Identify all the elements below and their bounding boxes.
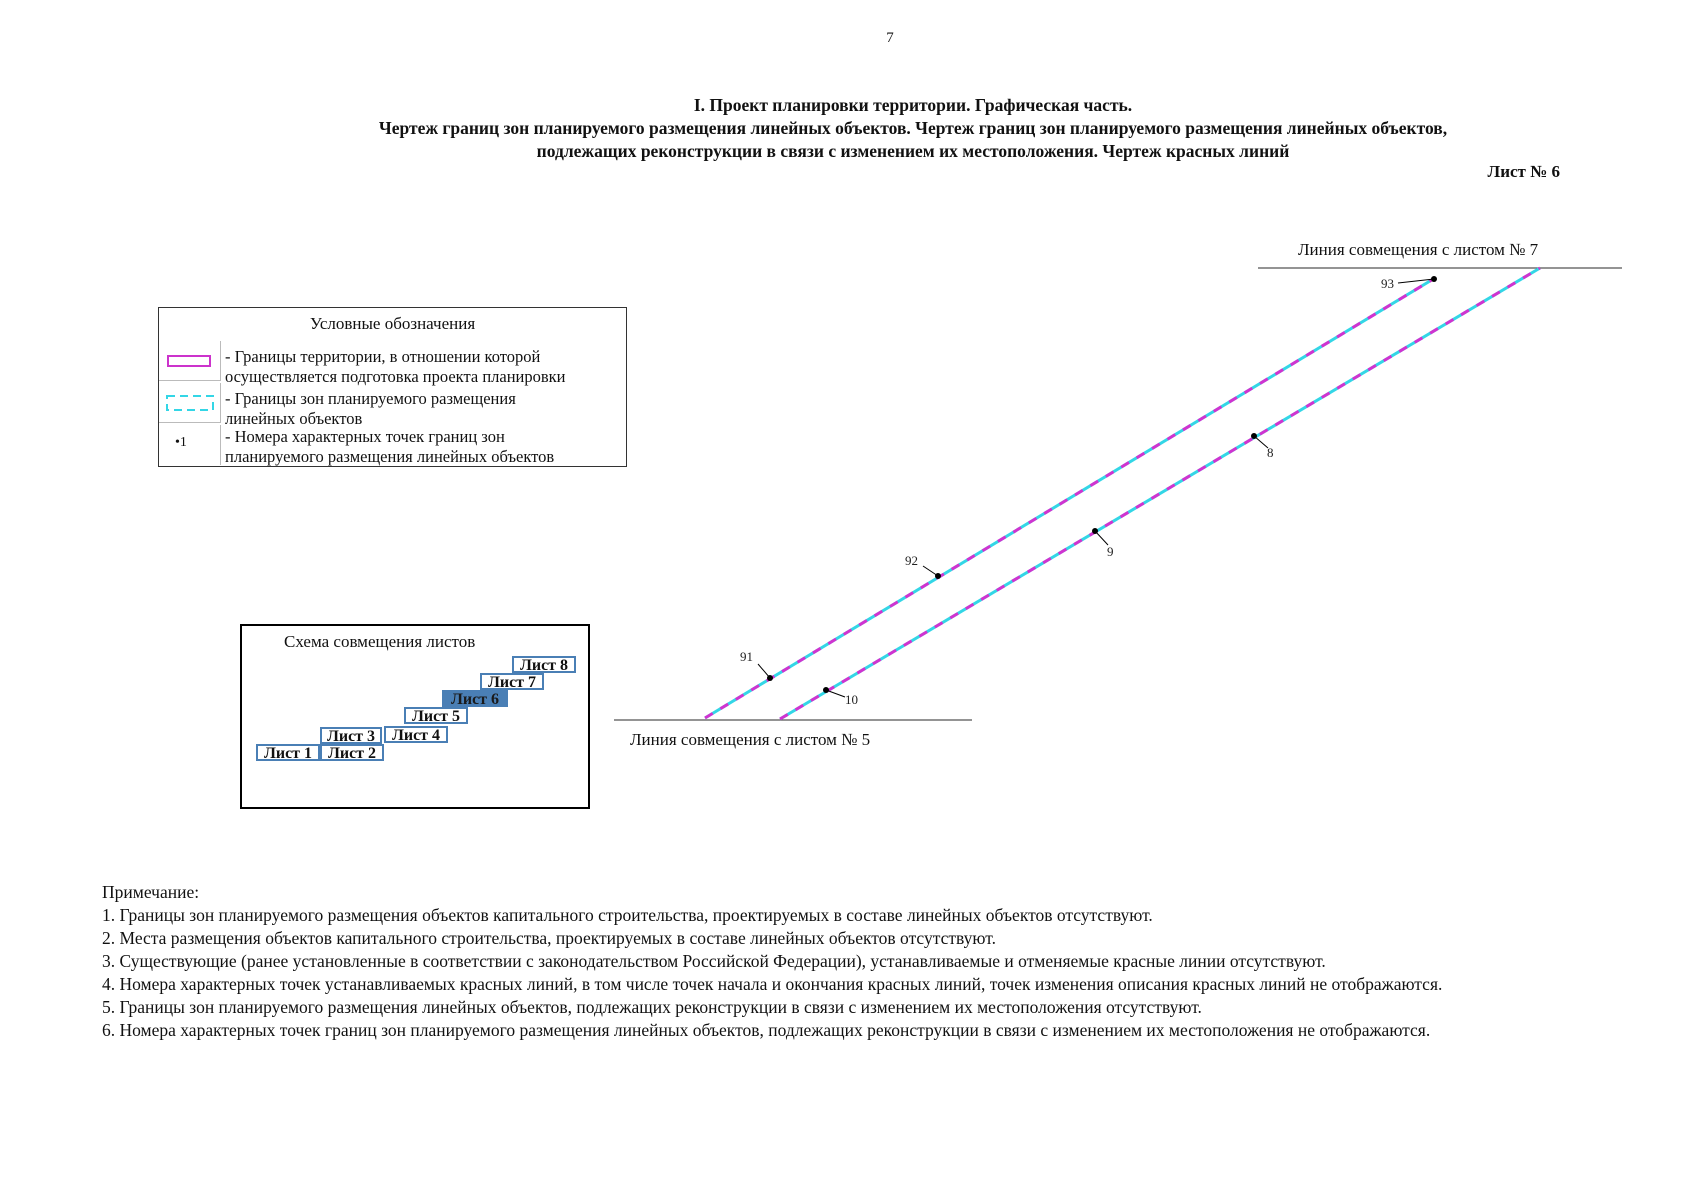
point-label-9: 9 (1107, 544, 1114, 559)
note-2: 2. Места размещения объектов капитального строительства, проектируемых в составе линейных объектов отсутствуют. (102, 928, 996, 948)
scheme-sheet-8: Лист 8 (512, 656, 576, 673)
match-line-label-top: Линия совмещения с листом № 7 (1298, 240, 1539, 259)
legend-text-territory: - Границы территории, в отношении которой осуществляется подготовка проекта планировки (225, 347, 566, 386)
match-line-label-bottom: Линия совмещения с листом № 5 (630, 730, 871, 749)
scheme-sheet-6: Лист 6 (442, 690, 508, 707)
point-label-92: 92 (905, 553, 918, 568)
title-line-2: Чертеж границ зон планируемого размещения линейных объектов. Чертеж границ зон планируемого размещения линейных объектов, (378, 118, 1448, 138)
scheme-sheet-4: Лист 4 (384, 726, 448, 743)
note-3: 3. Существующие (ранее установленные в соответствии с законодательством Российской Федерации), устанавливаемые и отменяемые красные линии отсутствуют. (102, 951, 1326, 971)
scheme-sheet-7: Лист 7 (480, 673, 544, 690)
scheme-title: Схема совмещения листов (284, 632, 476, 651)
point-leaders (758, 279, 1434, 697)
point-label-91: 91 (740, 649, 753, 664)
point-number-symbol: •1 (159, 425, 221, 465)
legend-text-zones: - Границы зон планируемого размещения линейных объектов (225, 389, 516, 428)
notes-section (102, 881, 1442, 1042)
scheme-sheet-1: Лист 1 (256, 744, 320, 761)
scheme-sheet-2: Лист 2 (320, 744, 384, 761)
sheet-number-label: Лист № 6 (1487, 162, 1560, 181)
zone-boundary-right (780, 268, 1540, 719)
scheme-sheet-5: Лист 5 (404, 707, 468, 724)
scheme-sheet-3: Лист 3 (320, 727, 382, 744)
zone-boundary-left (705, 278, 1435, 718)
note-6: 6. Номера характерных точек границ зон планируемого размещения линейных объектов, подлежащих реконструкции в связи с изменением их местоположения не отображаются. (102, 1020, 1431, 1040)
title-line-1: I. Проект планировки территории. Графическая часть. (693, 95, 1133, 115)
point-label-8: 8 (1267, 445, 1274, 460)
note-5: 5. Границы зон планируемого размещения линейных объектов, подлежащих реконструкции в связи с изменением их местоположения отсутствуют. (102, 997, 1202, 1017)
note-4: 4. Номера характерных точек устанавливаемых красных линий, в том числе точек начала и окончания красных линий, точек изменения описания красных линий не отображаются. (102, 974, 1443, 994)
note-1: 1. Границы зон планируемого размещения объектов капитального строительства, проектируемых в составе линейных объектов отсутствуют. (102, 905, 1153, 925)
legend-text-points: - Номера характерных точек границ зон планируемого размещения линейных объектов (225, 427, 555, 466)
page-number: 7 (886, 30, 894, 46)
legend-title: Условные обозначения (309, 314, 476, 333)
point-label-10: 10 (845, 692, 858, 707)
title-line-3: подлежащих реконструкции в связи с изменением их местоположения. Чертеж красных линий (536, 141, 1290, 161)
notes-heading: Примечание: (102, 882, 200, 902)
point-label-93: 93 (1381, 276, 1394, 291)
